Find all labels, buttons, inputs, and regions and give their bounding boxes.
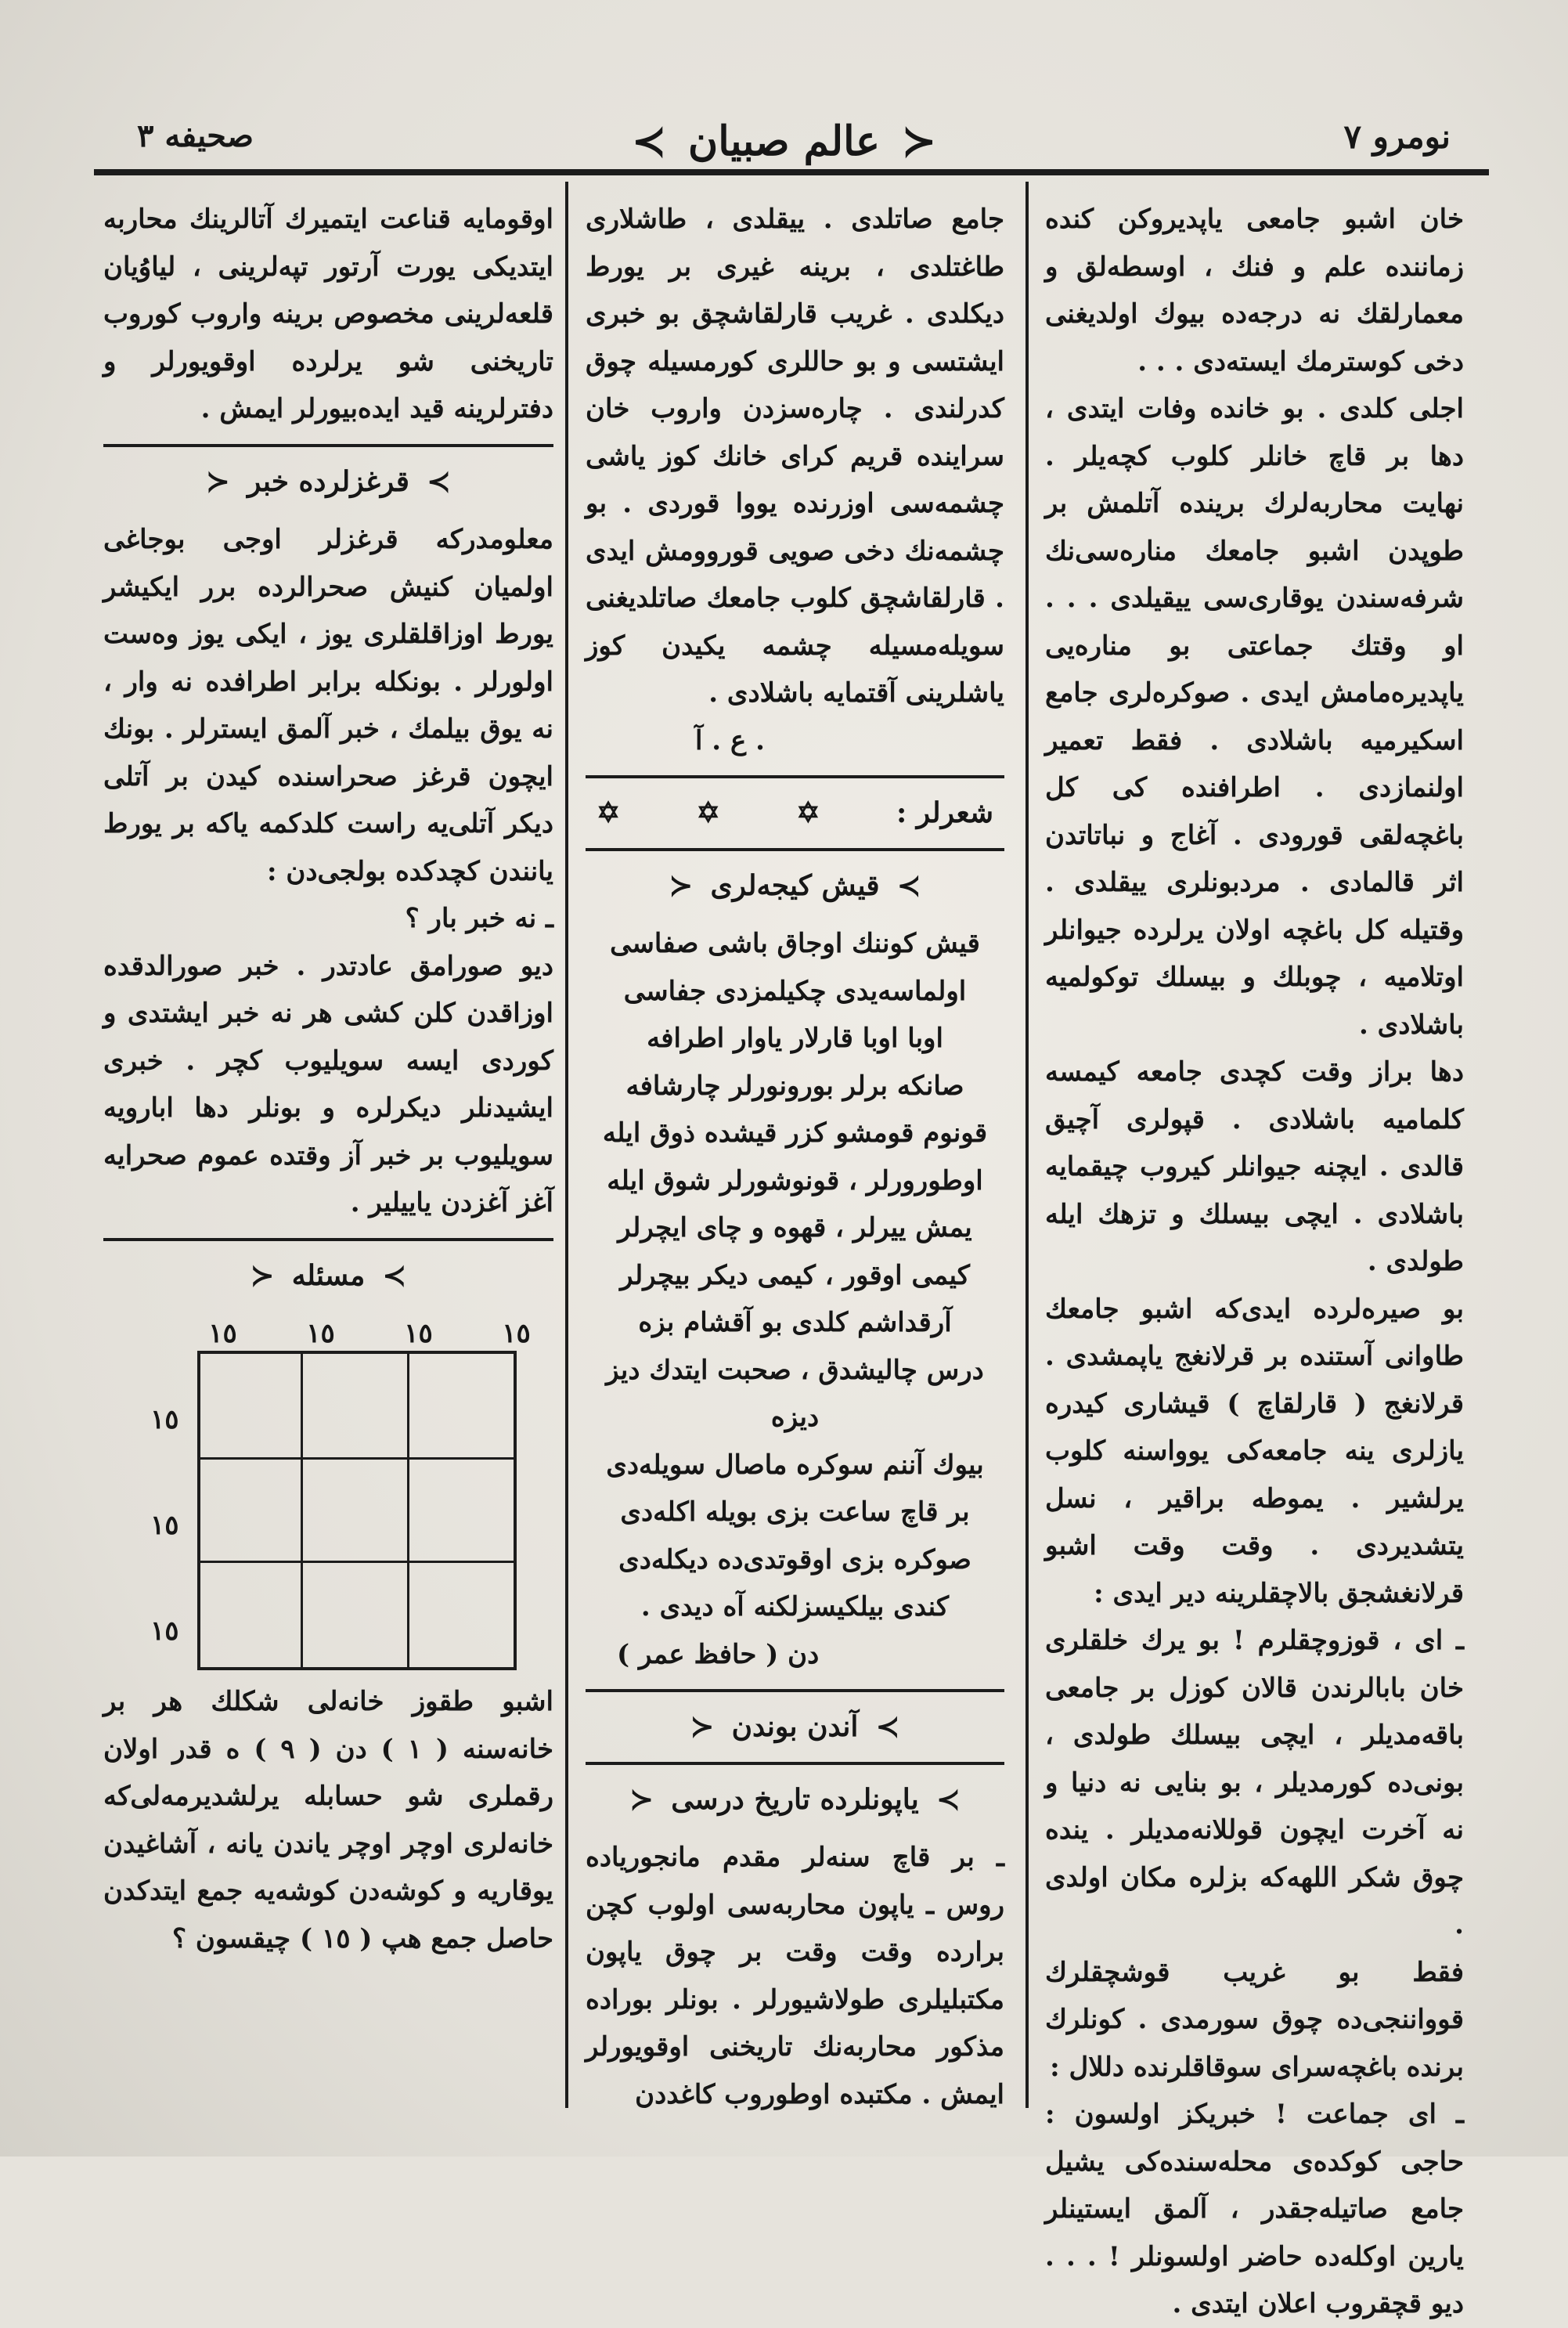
kirghiz-text: معلومدرکه قرغزلر اوجی بوجاغی اولمیان کنیش صحرالرده برر ایکیشر یورط اوزاقلقلری یوز ، ایکی یوز وه‌ست اولورلر . بونکله برابر اطرافده نه وار ، نه یوق بیلمك ، خبر آلمق ایسترلر . بونك ایچون قرغز صحراسنده کیدن بر آتلی دیکر آتلی‌یه راست کلدکمه یاکه بر یورط یانندن کچدکده بولجی‌دن : [103,524,553,887]
poetry-label: شعرلر : [896,796,993,829]
ornament-right-icon: ≻ [936,1782,961,1816]
star-icon: ✡ [696,796,720,829]
ornament-right-icon: ≻ [897,868,921,902]
section-rule [586,1689,1004,1692]
poem-line: آرقداشم کلدی بو آقشام بزه [638,1307,952,1338]
grid-line [301,1354,303,1667]
column-divider-right [1026,182,1029,2108]
poem-line: درس چالیشدق ، صحبت ایتدك دیز دیزه [606,1354,984,1433]
magic-square-puzzle [103,1310,553,1678]
ornament-right-icon: ≻ [427,464,451,498]
puzzle-sum: ١٥ [208,1318,237,1349]
paragraph: ـ ای ، قوزوچقلرم ! بو یرك خلقلری خان بابالرندن قالان کوزل بر جامعی باقه‌مدیلر ، ایچی بیسلك طولدی ، بونی‌ده کورمدیلر ، بو بنایی نه دنیا و نه آخرت ایچون قوللانه‌مدیلر . ینده چوق شکر اللهه‌که بزلره مکان اولدی . [1045,1625,1464,1940]
section-heading [586,1703,1004,1751]
article-heading [586,1776,1004,1824]
article-continued: اوقومایه قناعت ایتمیرك آتالرینك محاربه ایتدیکی یورت آرتور تپه‌لرینی ، لیاوُیان قلعه‌لرینی مخصوص برینه واروب کوروب تاریخنی شو یرلرده اوقویورلر و دفترلرینه قید ایده‌بیورلر ایمش . [103,204,553,424]
page-number: صحیفه ٣ [137,117,254,154]
section-rule [586,775,1004,778]
puzzle-sum: ١٥ [502,1318,531,1349]
puzzle-sum: ١٥ [306,1318,335,1349]
poem-line: اوطورورلر ، قونوشورلر شوق ایله [607,1164,983,1196]
issue-number: نومرو ٧ [1343,117,1451,156]
poem-line: کیمی اوقور ، کیمی دیکر بیچرلر [620,1259,970,1291]
ornament-left-icon: ≺ [669,868,693,902]
poem-title: قیش کیجه‌لری [710,868,880,902]
poem-line: بیوك آننم سوکره ماصال سویله‌دی [606,1449,984,1481]
puzzle-sum: ١٥ [150,1615,179,1647]
poem-line: اولماسه‌یدی چکیلمزدی جفاسی [623,975,967,1007]
star-icon: ✡ [597,796,621,829]
section-title: آندن بوندن [731,1710,859,1743]
paragraph: بو صیره‌لرده ایدی‌که اشبو جامعك طاوانی آستنده بر قرلانغج یاپمشدی . قرلانغج ( قارلقاچ ) قیشاری کیدره یازلری ینه جامعه‌کی یوواسنه کلوب یرلشیر . یموطه براقیر ، نسل یتشدیردی . وقت وقت اشبو قرلانغشجق بالاچقلرینه دیر ایدی : [1045,1293,1464,1609]
ornament-right-icon: ≻ [382,1258,406,1292]
paragraph: خان اشبو جامعی یاپدیروکن کنده زماننده علم و فنك ، اوسطه‌لق و معمارلقك نه درجه‌ده بیوك اولدیغنی دخی کوسترمك ایسته‌دی . . . [1045,204,1464,377]
grid-line [407,1354,409,1667]
puzzle-sum: ١٥ [150,1510,179,1541]
ornament-left-icon: ≺ [251,1258,275,1292]
puzzle-sum: ١٥ [150,1404,179,1435]
ornament-right-icon: ≻ [875,1710,900,1743]
left-column [103,196,553,1962]
poem-line: اوبا اوبا قارلار یاوار اطرافه [647,1023,943,1054]
right-column [1045,196,1464,2328]
poem-line: بر قاچ ساعت بزی بویله اکله‌دی [620,1496,970,1528]
kirghiz-text-end: دیو صورامق عادتدر . خبر صورالدقده اوزاقدن کلن کشی هر نه خبر ایشتدی و کوردی ایسه سویلیوب کچر . خبری ایشیدنلر دیکرلره و بونلر دها ابارویه سویلیوب بر خبر آز وقتده عموم صحرایه آغز آغزدن یاییلیر . [103,950,553,1218]
kirghiz-heading [103,458,553,506]
grid-line [200,1457,514,1460]
poem-line: کندی بیلکیسزلکنه آه دیدی . [640,1591,950,1622]
kirghiz-title: قرغزلرده خبر [247,464,409,498]
kirghiz-question: ـ نه خبر بار ؟ [405,903,553,934]
poem [586,920,1004,1631]
story-ending: جامع صاتلدی . ییقلدی ، طاشلاری طاغتلدی ، برینه غیری بر یورط دیکلدی . غریب قارلقاشچق بو خبری ایشتسی و بو حاللری کورمسیله چوق کدرلندی . چاره‌سزدن واروب خان سراینده قریم کرای خانك کوز یاشی چشمه‌سی اوزرنده یووا قوردی . بو چشمه‌نك دخی صویی قوروومش ایدی . قارلقاشچق کلوب جامعك صاتلدیغنی سویله‌مسیله چشمه یکیدن کوز یاشلرینی آقتمایه باشلادی . [586,204,1004,709]
paragraph: دها براز وقت کچدی جامعه کیمسه کلمامیه باشلادی . قپولری آچیق قالدی . ایچنه جیوانلر کیروب چیقمایه باشلادی . ایچی بیسلك و تزهك ایله طولدی . [1045,1056,1464,1277]
poem-line: صوکره بزی اوقوتدی‌ده دیکله‌دی [618,1543,971,1575]
ornament-left-icon: ≺ [632,117,666,165]
puzzle-grid [197,1351,517,1670]
article-title: یاپونلرده تاریخ درسی [671,1782,919,1816]
poem-author: ( حافظ عمر ) دن [617,1638,820,1670]
ornament-left-icon: ≺ [629,1782,654,1816]
puzzle-sum: ١٥ [404,1318,433,1349]
puzzle-title: مسئله [291,1258,366,1292]
paragraph: فقط بو غریب قوشچقلرك قوواننجی‌ده چوق سورمدی . کونلرك برنده باغچه‌سرای سوقاقلرنده دللال : [1045,1956,1464,2083]
poem-heading [586,862,1004,910]
header-rule [94,169,1489,175]
ornament-left-icon: ≺ [690,1710,715,1743]
column-divider-left [565,182,568,2108]
puzzle-heading [103,1252,553,1300]
paragraph: اجلی کلدی . بو خانده وفات ایتدی ، دها بر قاچ خانلر کلوب کچه‌یلر . نهایت محاربه‌لرك برینده آتلمش بر طوپدن اشبو جامعك مناره‌سی‌نك شرفه‌سندن یوقاری‌سی ییقیلدی . . . او وقتك جماعتی بو مناره‌یی یاپدیره‌مامش ایدی . صوکره‌لری جامع اسکیرمیه باشلادی . فقط تعمیر اولنمازدی . اطرافنده کی کل باغچه‌لقی قورودی . آغاج و نباتاتدن اثر قالمادی . مردبونلری ییقلدی . وقتیله کل باغچه اولان یرلرده جیوانلر اوتلامیه ، چوبلك و بیسلك توکولمیه باشلادی . [1045,393,1464,1041]
poem-line: قیش کوننك اوجاق باشی صفاسی [610,928,980,959]
article-text: ـ بر قاچ سنه‌لر مقدم مانجوریاده روس ـ یاپون محاربه‌سی اولوب کچن برارده وقت وقت بر چوق یاپون مکتبلیلری طولاشیورلر . بونلر بوراده مذکور محاربه‌نك تاریخنی اوقویورلر ایمش . مکتبده اوطوروب کاغددن [586,1842,1004,2110]
section-rule [103,1238,553,1241]
story-signature: ع . آ . [695,724,765,756]
ornament-right-icon: ≻ [902,117,936,165]
poetry-header [586,789,1004,837]
ornament-left-icon: ≺ [206,464,230,498]
puzzle-text: اشبو طقوز خانه‌لی شکلك هر بر خانه‌سنه ( ١ ) دن ( ٩ ) ه قدر اولان رقملری شو حسابله یرلشدیرمه‌لی‌که خانه‌لری اوچر اوچر یاندن یانه ، آشاغیدن یوقاریه و کوشه‌دن کوشه‌یه جمع ایتدکدن حاصل جمع هپ ( ١٥ ) چیقسون ؟ [103,1686,553,1954]
star-icon: ✡ [796,796,820,829]
poem-line: قونوم قومشو کزر قیشده ذوق ایله [602,1117,988,1149]
paragraph: ـ ای جماعت ! خبریکز اولسون : حاجی کوکده‌ی محله‌سنده‌کی یشیل جامع صاتیله‌جقدر ، آلمق ایستینلر یارین اوکله‌ده حاضر اولسونلر ! . . . دیو قچقروب اعلان ایتدی . [1045,2099,1464,2319]
poem-line: یمش ییرلر ، قهوه و چای ایچرلر [618,1212,972,1243]
section-rule [586,1762,1004,1765]
poem-line: صانکه برلر بورونورلر چارشافه [625,1070,964,1102]
newspaper-title: عالم صبیان [688,117,880,165]
section-rule [586,848,1004,851]
middle-column [586,196,1004,2118]
section-rule [103,444,553,447]
grid-line [200,1561,514,1563]
